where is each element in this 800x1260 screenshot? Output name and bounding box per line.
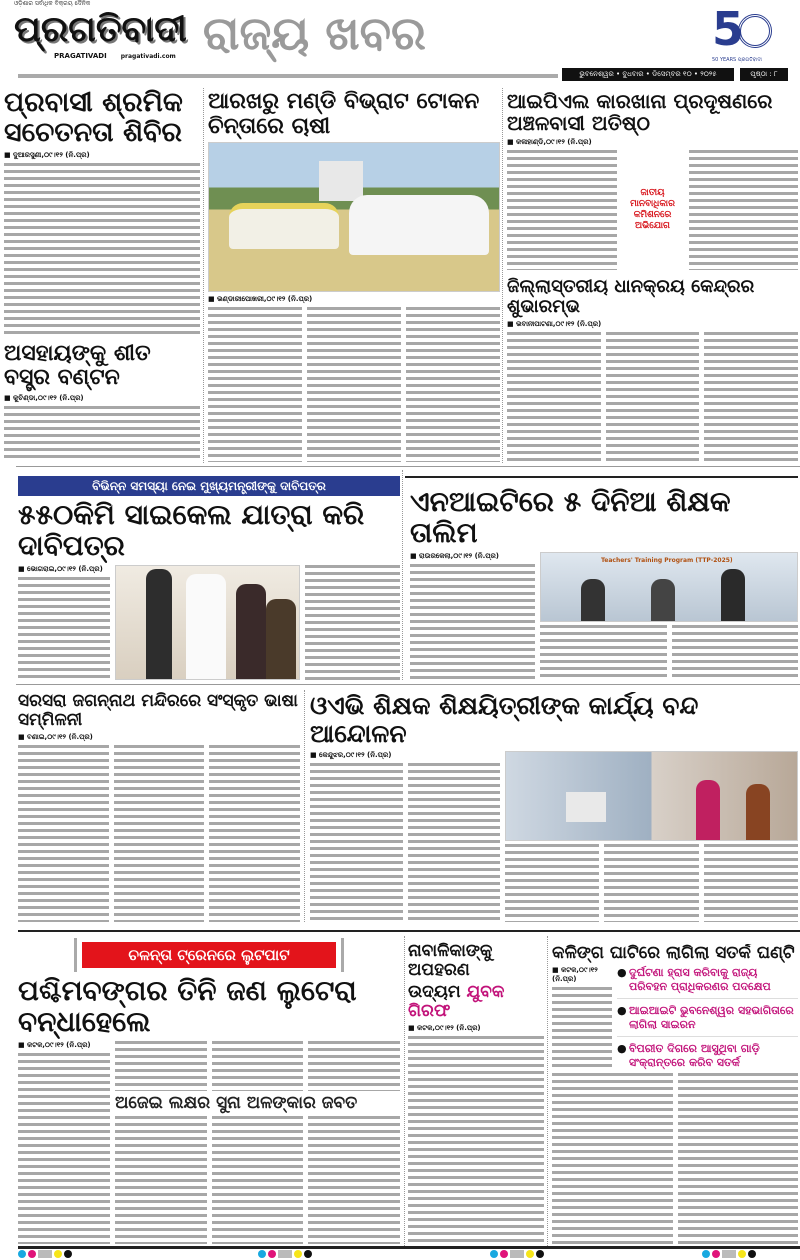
page-number: ପୃଷ୍ଠା : ୮ bbox=[740, 68, 788, 81]
dateline: ■ ବଣାଇ,୦୯।୧୨ (ନି.ପ୍ର) bbox=[18, 733, 93, 742]
column-b bbox=[208, 90, 500, 462]
headline-nit-training: ଏନଆଇଟିରେ ୫ ଦିନିଆ ଶିକ୍ଷକ ତାଲିମ bbox=[410, 486, 731, 550]
headline-train-robbers: ପଶ୍ଚିମବଙ୍ଗର ତିନି ଜଣ ଲୁଟେରା ବନ୍ଧାହେଲେ bbox=[18, 974, 357, 1039]
website: pragativadi.com bbox=[120, 53, 176, 60]
dateline: ■ କେନ୍ଦୁଝର,୦୯।୧୨ (ନି.ପ୍ର) bbox=[310, 751, 392, 759]
bullet-list bbox=[617, 966, 798, 1070]
kicker-banner-blue: ବିଭିନ୍ନ ସମସ୍ୟା ନେଇ ମୁଖ୍ୟମନ୍ତ୍ରୀଙ୍କୁ ଦାବିପତ୍ର bbox=[18, 476, 400, 496]
bullet-item: ● ଦୁର୍ଘଟଣା ହ୍ରାସ କରିବାକୁ ରାଜ୍ୟ ପରିବହନ ପ୍ରାଧିକରଣର ପଦକ୍ଷେପ bbox=[617, 966, 798, 999]
column-a bbox=[4, 88, 200, 462]
story-sanskrit bbox=[18, 692, 300, 922]
subhead-gold-seized: ଅଜେଇ ଲକ୍ଷର ସୁନା ଅଳଙ୍କାର ଜବତ bbox=[115, 1092, 358, 1113]
dateline: ■ କଟକ,୦୯।୧୨ (ନି.ପ୍ର) bbox=[408, 1024, 481, 1033]
headline-kidnap-attempt-2a: ଉଦ୍ୟମ bbox=[408, 982, 461, 1003]
kicker-banner-red-frame bbox=[74, 938, 344, 972]
headline-sanskrit-conference: ସରସରା ଜଗନ୍ନାଥ ମନ୍ଦିରରେ ସଂସ୍କୃତ ଭାଷା ସମ୍ମିଳନୀ bbox=[18, 692, 298, 731]
story-oav-strike bbox=[310, 692, 798, 922]
photo-teachers-training bbox=[540, 552, 798, 622]
photo-paddy-heaps bbox=[208, 142, 500, 292]
headline-mandi-token: ଆରଖରୁ ମଣ୍ଡି ବିଭ୍ରାଟ ଟୋକନ ଚିନ୍ତାରେ ଚାଷୀ bbox=[208, 90, 480, 139]
tagline: ଓଡ଼ିଶାର ସର୍ବାଧିକ ବିକ୍ରୟ ଦୈନିକ bbox=[14, 0, 91, 7]
kicker-banner-red: ଚଳନ୍ତା ଟ୍ରେନରେ ଲୁଟପାଟ bbox=[82, 942, 336, 968]
story-kidnap bbox=[408, 942, 544, 1244]
section-title: ରାଜ୍ୟ ଖବର bbox=[202, 6, 426, 60]
headline-kidnap-attempt-2b: ଯୁବକ ଗିରଫ bbox=[408, 982, 505, 1022]
date-box: ଭୁବନେଶ୍ୱର • ବୁଧବାର • ଡିସେମ୍ବର ୧୦ • ୨୦୨୫ bbox=[562, 68, 734, 81]
header-rule bbox=[18, 74, 558, 78]
headline-winter-clothes: ଅସହାୟଙ୍କୁ ଶୀତ ବସ୍ତ୍ର ବଣ୍ଟନ bbox=[4, 340, 151, 391]
bottom-rule bbox=[18, 1246, 800, 1249]
dateline: ■ କଟକ,୦୯।୧୨ (ନି.ପ୍ର) bbox=[18, 1040, 91, 1049]
dateline: ■ ଭଣ୍ଡାରୀପୋଖରୀ,୦୯।୧୨ (ନି.ପ୍ର) bbox=[208, 295, 313, 304]
headline-paddy-procurement: ଜିଲ୍ଲାସ୍ତରୀୟ ଧାନକ୍ରୟ କେନ୍ଦ୍ରର ଶୁଭାରମ୍ଭ bbox=[507, 275, 755, 317]
color-registration-marks bbox=[0, 1250, 800, 1260]
headline-oav-teachers-strike: ଓଏଭି ଶିକ୍ଷକ ଶିକ୍ଷୟିତ୍ରୀଙ୍କ କାର୍ଯ୍ୟ ବନ୍ଦ ଆନ୍ଦୋଳନ bbox=[310, 692, 699, 748]
photo-caption: Teachers' Training Program (TTP-2025) bbox=[601, 556, 733, 564]
dateline: ■ ରାଉରକେଲା,୦୯।୧୨ (ନି.ପ୍ର) bbox=[410, 551, 499, 560]
headline-migrant-workers: ପ୍ରବାସୀ ଶ୍ରମିକ ସଚେତନତା ଶିବିର bbox=[4, 88, 183, 149]
masthead bbox=[0, 0, 800, 86]
headline-kalinga-ghati: କଳିଙ୍ଗ ଘାଟିରେ ଲାଗିଲା ସତର୍କ ଘଣ୍ଟି bbox=[552, 944, 795, 963]
logo-latin: PRAGATIVADI bbox=[54, 52, 107, 60]
dateline: ■ ଭବାନୀପାଟଣା,୦୯।୧୨ (ନି.ପ୍ର) bbox=[507, 320, 602, 328]
photo-oav-office bbox=[505, 751, 798, 841]
bullet-item: ● ଆଇଆଇଟି ଭୁବନେଶ୍ୱର ସହଭାଗିତାରେ ଲାଗିଲା ସାଇରନ bbox=[617, 1004, 798, 1037]
dateline: ■ କଟକ,୦୯।୧୨ (ନି.ପ୍ର) bbox=[552, 966, 598, 984]
logo: ପ୍ରଗତିବାଦୀ bbox=[14, 9, 187, 50]
dateline: ■ ଦୁଆରସୁଣୀ,୦୯।୧୨ (ନି.ପ୍ର) bbox=[4, 151, 90, 160]
column-c bbox=[507, 90, 798, 462]
headline-kidnap-attempt-2 bbox=[408, 983, 544, 1021]
anniversary-logo: 5 50 YEARS ପ୍ରଗତିବାଦୀ bbox=[712, 4, 792, 66]
headline-ipl-pollution: ଆଇପିଏଲ କାରଖାନା ପ୍ରଦୂଷଣରେ ଅଞ୍ଚଳବାସୀ ଅତିଷ୍ଠ bbox=[507, 90, 773, 136]
story-train-robbers bbox=[18, 938, 400, 1244]
story-cycle-yatra bbox=[18, 476, 400, 680]
dateline: ■ ଭୋଗରାଇ,୦୯।୧୨ (ନି.ପ୍ର) bbox=[18, 564, 103, 573]
dateline: ■ କଳାହାଣ୍ଡି,୦୯।୧୨ (ନି.ପ୍ର) bbox=[507, 137, 592, 146]
headline-kidnap-attempt-1: ନାବାଳିକାଙ୍କୁ ଅପହରଣ bbox=[408, 942, 493, 981]
dateline: ■ କୁଚିଣ୍ଡା,୦୯।୧୨ (ନି.ପ୍ର) bbox=[4, 394, 84, 402]
anniversary-logo-text: 50 YEARS ପ୍ରଗତିବାଦୀ bbox=[712, 57, 762, 63]
photo-memorandum bbox=[115, 565, 300, 680]
headline-cycle-yatra: ୫୫୦କିମି ସାଇକେଲ ଯାତ୍ରା କରି ଦାବିପତ୍ର bbox=[18, 498, 365, 563]
story-nit-training bbox=[410, 486, 798, 680]
bullet-item: ● ବିପରୀତ ଦିଗରେ ଆସୁଥିବା ଗାଡ଼ି ସଂକ୍ରାନ୍ତରେ କରିବ ସତର୍କ bbox=[617, 1042, 760, 1070]
callout-nhrc-complaint: ଜାତୀୟ ମାନବାଧିକାର କମିଶନରେ ଅଭିଯୋଗ bbox=[630, 187, 675, 231]
story-kalinga-ghati bbox=[552, 944, 798, 1244]
